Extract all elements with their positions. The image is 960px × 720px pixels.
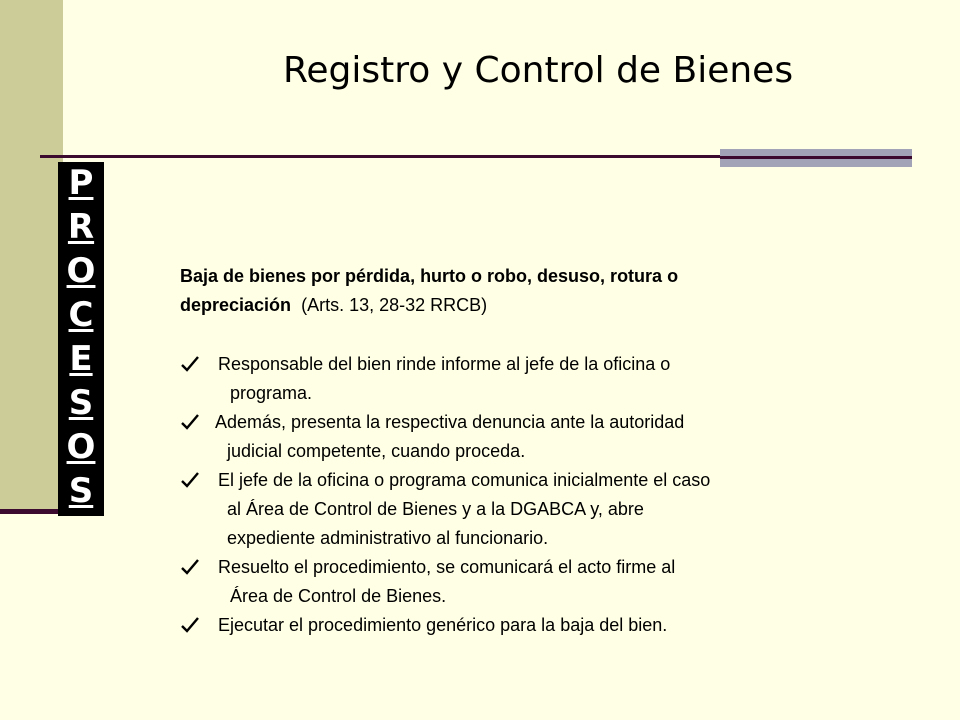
section-heading	[180, 262, 900, 320]
checkmark-icon	[180, 557, 200, 577]
procesos-letter: O	[66, 427, 96, 467]
title-rule-accent-line	[720, 156, 912, 159]
item-line: Además, presenta la respectiva denuncia ante la autoridad	[215, 412, 685, 432]
heading-line-1: Baja de bienes por pérdida, hurto o robo, desuso, rotura o	[180, 266, 679, 286]
procesos-letter: R	[67, 207, 95, 247]
checkmark-icon	[180, 354, 200, 374]
checkmark-icon	[180, 412, 200, 432]
item-line: judicial competente, cuando proceda.	[227, 441, 526, 461]
procesos-letter: C	[68, 295, 94, 335]
reference-text: (Arts. 13, 28-32 RRCB)	[301, 295, 488, 315]
list-item	[180, 553, 900, 611]
procesos-letter: P	[68, 163, 94, 203]
procesos-letter: S	[68, 383, 94, 423]
list-item	[180, 466, 900, 553]
item-line: Área de Control de Bienes.	[230, 586, 447, 606]
procesos-vertical-label	[58, 162, 104, 516]
procesos-letter: S	[68, 471, 94, 511]
side-band	[0, 0, 63, 512]
list-item	[180, 350, 900, 408]
item-line: Responsable del bien rinde informe al jefe de la oficina o	[218, 354, 671, 374]
heading-reference	[296, 295, 487, 315]
checkmark-icon	[180, 615, 200, 635]
list-item	[180, 408, 900, 466]
checklist	[180, 350, 900, 640]
heading-line-2: depreciación	[180, 295, 292, 315]
item-line: Ejecutar el procedimiento genérico para la baja del bien.	[218, 615, 668, 635]
list-item	[180, 611, 900, 640]
slide-title: Registro y Control de Bienes	[283, 50, 794, 91]
item-line: expediente administrativo al funcionario.	[227, 528, 549, 548]
item-line: al Área de Control de Bienes y a la DGABCA y, abre	[227, 499, 644, 519]
checkmark-icon	[180, 470, 200, 490]
slide-body	[180, 262, 900, 640]
item-line: Resuelto el procedimiento, se comunicará el acto firme al	[218, 557, 676, 577]
procesos-letter: O	[66, 251, 96, 291]
item-line: programa.	[230, 383, 313, 403]
side-band-bottom-rule	[0, 509, 60, 514]
item-line: El jefe de la oficina o programa comunica inicialmente el caso	[218, 470, 711, 490]
procesos-letter: E	[69, 339, 93, 379]
